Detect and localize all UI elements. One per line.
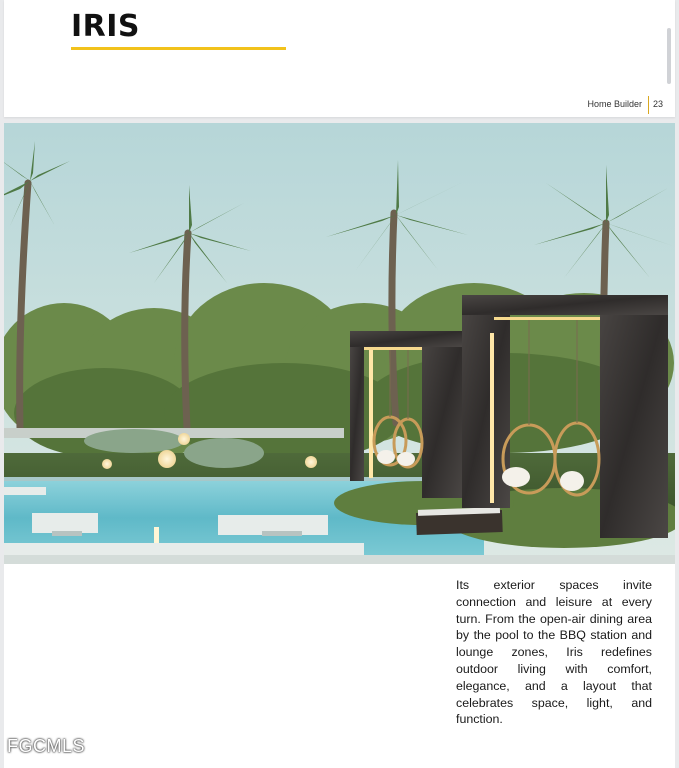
description-paragraph: Its exterior spaces invite connection and leisure at every turn. From the open-air dining area by the pool to the BBQ station and lounge zones, Iris redefines outdoor living with comfort, elegance, and a layout that celebrates space, light, and function. — [456, 578, 652, 727]
mls-watermark: FGCMLS — [7, 736, 86, 756]
pool-photo — [4, 123, 675, 564]
footer-label: Home Builder — [587, 99, 642, 109]
current-page — [4, 123, 675, 768]
page-number: 23 — [652, 99, 663, 109]
scrollbar-thumb[interactable] — [667, 28, 671, 84]
page-title: IRIS — [71, 9, 141, 44]
footer-divider — [648, 96, 649, 114]
title-underline — [71, 47, 286, 50]
previous-page — [4, 0, 675, 117]
